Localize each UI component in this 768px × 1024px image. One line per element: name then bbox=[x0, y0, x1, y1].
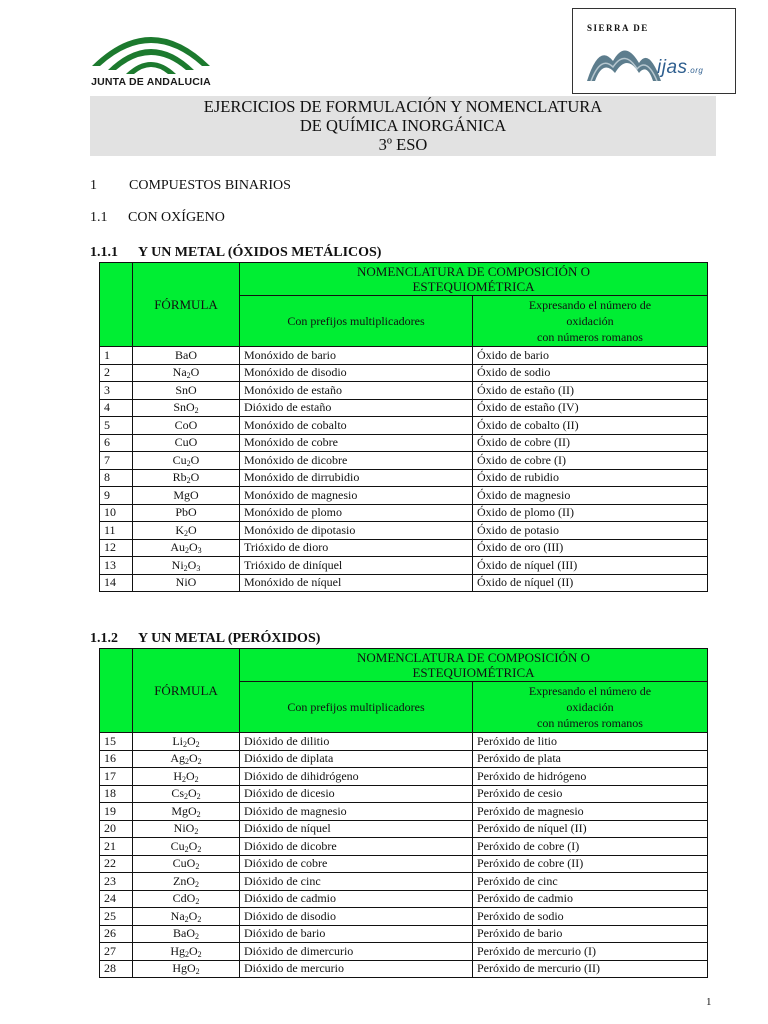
prefix-name-cell: Trióxido de dioro bbox=[240, 539, 473, 557]
subscript: 2 bbox=[197, 844, 202, 854]
table-row bbox=[100, 452, 708, 470]
oxidation-name-cell: Peróxido de cobre (I) bbox=[473, 838, 708, 856]
section-heading-1-1-1: 1.1.1 Y UN METAL (ÓXIDOS METÁLICOS) bbox=[90, 245, 382, 260]
formula-cell bbox=[133, 557, 240, 575]
table-row bbox=[100, 574, 708, 592]
oxidation-name-cell: Óxido de estaño (II) bbox=[473, 382, 708, 400]
element-symbol: Ag bbox=[170, 751, 185, 766]
element-symbol: O bbox=[186, 891, 196, 906]
title-line-2: DE QUÍMICA INORGÁNICA bbox=[299, 116, 507, 135]
prefix-name-cell: Dióxido de mercurio bbox=[240, 960, 473, 978]
prefix-name-cell: Monóxido de plomo bbox=[240, 504, 473, 522]
prefix-name-cell: Dióxido de estaño bbox=[240, 399, 473, 417]
element-symbol: Cd bbox=[172, 891, 187, 906]
subscript: 2 bbox=[194, 827, 199, 837]
mountain-m-icon bbox=[585, 33, 665, 85]
formula-cell bbox=[133, 925, 240, 943]
element-symbol: Rb bbox=[172, 470, 187, 485]
row-number: 27 bbox=[100, 943, 133, 961]
oxidation-name-cell: Óxido de bario bbox=[473, 347, 708, 365]
element-symbol: Cu bbox=[174, 435, 189, 450]
subscript: 2 bbox=[195, 862, 200, 872]
oxidation-name-cell: Óxido de plomo (II) bbox=[473, 504, 708, 522]
row-number: 3 bbox=[100, 382, 133, 400]
row-number: 18 bbox=[100, 785, 133, 803]
subscript: 2 bbox=[184, 914, 189, 924]
element-symbol: Pb bbox=[175, 505, 188, 520]
row-number: 10 bbox=[100, 504, 133, 522]
row-number: 13 bbox=[100, 557, 133, 575]
table-row bbox=[100, 364, 708, 382]
element-symbol: Mg bbox=[171, 803, 188, 818]
row-number: 19 bbox=[100, 803, 133, 821]
element-symbol: O bbox=[190, 365, 200, 380]
element-symbol: O bbox=[188, 838, 198, 853]
row-number: 22 bbox=[100, 855, 133, 873]
formula-cell bbox=[133, 539, 240, 557]
element-symbol: Cu bbox=[170, 838, 185, 853]
row-number: 2 bbox=[100, 364, 133, 382]
row-number: 16 bbox=[100, 750, 133, 768]
formula-cell bbox=[133, 855, 240, 873]
subscript: 2 bbox=[197, 757, 202, 767]
table-row bbox=[100, 768, 708, 786]
element-symbol: Hg bbox=[172, 961, 187, 976]
formula-cell bbox=[133, 469, 240, 487]
table-row bbox=[100, 855, 708, 873]
element-symbol: O bbox=[186, 400, 195, 415]
subscript: 2 bbox=[185, 949, 189, 959]
junta-logo-text: JUNTA DE ANDALUCIA bbox=[91, 76, 211, 88]
prefix-name-cell: Monóxido de cobre bbox=[240, 434, 473, 452]
prefixes-header: Con prefijos multiplicadores bbox=[240, 682, 473, 733]
formula-cell bbox=[133, 417, 240, 435]
formula-cell bbox=[133, 399, 240, 417]
element-symbol: Ni bbox=[175, 575, 188, 590]
formula-cell bbox=[133, 960, 240, 978]
row-number: 15 bbox=[100, 733, 133, 751]
row-number: 14 bbox=[100, 574, 133, 592]
formula-cell bbox=[133, 908, 240, 926]
formula-cell bbox=[133, 838, 240, 856]
formula-cell bbox=[133, 452, 240, 470]
prefix-name-cell: Monóxido de cobalto bbox=[240, 417, 473, 435]
row-number: 12 bbox=[100, 539, 133, 557]
table-row bbox=[100, 487, 708, 505]
element-symbol: Cu bbox=[172, 452, 187, 467]
prefix-name-cell: Dióxido de dihidrógeno bbox=[240, 768, 473, 786]
oxidation-name-cell: Óxido de rubidio bbox=[473, 469, 708, 487]
element-symbol: O bbox=[187, 557, 197, 572]
oxidation-name-cell: Óxido de potasio bbox=[473, 522, 708, 540]
row-number: 17 bbox=[100, 768, 133, 786]
row-number: 20 bbox=[100, 820, 133, 838]
formula-cell bbox=[133, 820, 240, 838]
table-row bbox=[100, 539, 708, 557]
title-line-1: EJERCICIOS DE FORMULACIÓN Y NOMENCLATURA bbox=[203, 97, 603, 116]
document-title bbox=[90, 96, 716, 156]
subscript: 2 bbox=[194, 406, 199, 416]
prefix-name-cell: Dióxido de disodio bbox=[240, 908, 473, 926]
subscript: 2 bbox=[186, 476, 191, 486]
element-symbol: Ba bbox=[172, 926, 187, 941]
oxidation-name-cell: Óxido de oro (III) bbox=[473, 539, 708, 557]
formula-cell bbox=[133, 382, 240, 400]
element-symbol: O bbox=[188, 382, 197, 397]
mijas-logo-text: ijas.org bbox=[657, 57, 704, 78]
oxidation-name-cell: Óxido de sodio bbox=[473, 364, 708, 382]
subscript: 2 bbox=[184, 792, 188, 802]
oxidation-name-cell: Peróxido de cesio bbox=[473, 785, 708, 803]
subscript: 2 bbox=[186, 371, 191, 381]
formula-header: FÓRMULA bbox=[133, 649, 240, 733]
subscript: 2 bbox=[195, 739, 200, 749]
prefix-name-cell: Dióxido de níquel bbox=[240, 820, 473, 838]
nomenclature-header: NOMENCLATURA DE COMPOSICIÓN O ESTEQUIOMÉTRICA bbox=[240, 263, 708, 296]
row-number: 4 bbox=[100, 399, 133, 417]
oxides-table bbox=[99, 262, 708, 592]
element-symbol: Cs bbox=[171, 786, 184, 801]
prefix-name-cell: Dióxido de cobre bbox=[240, 855, 473, 873]
subscript: 2 bbox=[184, 844, 189, 854]
element-symbol: Na bbox=[170, 908, 185, 923]
page-number: 1 bbox=[706, 996, 712, 1008]
element-symbol: O bbox=[186, 926, 195, 941]
formula-cell bbox=[133, 750, 240, 768]
row-number: 24 bbox=[100, 890, 133, 908]
oxidation-name-cell: Peróxido de cinc bbox=[473, 873, 708, 891]
element-symbol: Sn bbox=[175, 382, 188, 397]
oxidation-header: Expresando el número de oxidación con números romanos bbox=[473, 296, 708, 347]
prefix-name-cell: Monóxido de estaño bbox=[240, 382, 473, 400]
prefix-name-cell: Dióxido de magnesio bbox=[240, 803, 473, 821]
prefix-name-cell: Monóxido de dipotasio bbox=[240, 522, 473, 540]
element-symbol: Ba bbox=[174, 347, 189, 362]
oxidation-name-cell: Óxido de cobre (II) bbox=[473, 434, 708, 452]
formula-cell bbox=[133, 522, 240, 540]
element-symbol: O bbox=[187, 733, 196, 748]
element-symbol: O bbox=[189, 943, 198, 958]
element-symbol: O bbox=[187, 961, 196, 976]
prefix-name-cell: Dióxido de dimercurio bbox=[240, 943, 473, 961]
element-symbol: O bbox=[186, 856, 196, 871]
prefix-name-cell: Monóxido de níquel bbox=[240, 574, 473, 592]
formula-cell bbox=[133, 943, 240, 961]
element-symbol: O bbox=[190, 452, 200, 467]
formula-cell bbox=[133, 785, 240, 803]
formula-cell bbox=[133, 504, 240, 522]
table-row bbox=[100, 347, 708, 365]
table-row bbox=[100, 890, 708, 908]
element-symbol: Zn bbox=[172, 873, 187, 888]
subscript: 2 bbox=[184, 528, 188, 538]
table-row bbox=[100, 785, 708, 803]
prefix-name-cell: Dióxido de cinc bbox=[240, 873, 473, 891]
table-row bbox=[100, 434, 708, 452]
subscript: 2 bbox=[196, 809, 201, 819]
subscript: 2 bbox=[185, 757, 189, 767]
oxidation-name-cell: Óxido de cobre (I) bbox=[473, 452, 708, 470]
element-symbol: Ni bbox=[173, 821, 186, 836]
peroxides-table-body bbox=[100, 733, 708, 978]
subscript: 2 bbox=[196, 792, 201, 802]
subscript: 2 bbox=[186, 458, 191, 468]
row-number: 1 bbox=[100, 347, 133, 365]
table-row bbox=[100, 803, 708, 821]
element-symbol: Na bbox=[172, 365, 187, 380]
subscript: 2 bbox=[195, 897, 200, 907]
formula-cell bbox=[133, 768, 240, 786]
oxidation-name-cell: Peróxido de níquel (II) bbox=[473, 820, 708, 838]
formula-cell bbox=[133, 487, 240, 505]
oxidation-name-cell: Peróxido de magnesio bbox=[473, 803, 708, 821]
prefix-name-cell: Monóxido de bario bbox=[240, 347, 473, 365]
prefix-name-cell: Monóxido de dicobre bbox=[240, 452, 473, 470]
formula-cell bbox=[133, 803, 240, 821]
subscript: 2 bbox=[195, 967, 200, 977]
element-symbol: H bbox=[173, 768, 182, 783]
oxidation-name-cell: Peróxido de bario bbox=[473, 925, 708, 943]
prefix-name-cell: Dióxido de dicesio bbox=[240, 785, 473, 803]
subscript: 2 bbox=[182, 774, 186, 784]
subscript: 2 bbox=[183, 739, 187, 749]
prefix-name-cell: Dióxido de cadmio bbox=[240, 890, 473, 908]
element-symbol: Sn bbox=[173, 400, 186, 415]
oxidation-header: Expresando el número de oxidación con números romanos bbox=[473, 682, 708, 733]
prefix-name-cell: Monóxido de disodio bbox=[240, 364, 473, 382]
oxidation-name-cell: Óxido de cobalto (II) bbox=[473, 417, 708, 435]
sierra-mijas-logo bbox=[572, 8, 736, 94]
number-header bbox=[100, 263, 133, 347]
prefixes-header: Con prefijos multiplicadores bbox=[240, 296, 473, 347]
row-number: 23 bbox=[100, 873, 133, 891]
oxidation-name-cell: Peróxido de plata bbox=[473, 750, 708, 768]
table-row bbox=[100, 908, 708, 926]
row-number: 25 bbox=[100, 908, 133, 926]
oxidation-name-cell: Óxido de níquel (II) bbox=[473, 574, 708, 592]
oxidation-name-cell: Óxido de magnesio bbox=[473, 487, 708, 505]
element-symbol: O bbox=[190, 487, 199, 502]
element-symbol: O bbox=[190, 470, 200, 485]
table-row bbox=[100, 943, 708, 961]
subscript: 3 bbox=[197, 546, 202, 556]
row-number: 8 bbox=[100, 469, 133, 487]
title-line-3: 3º ESO bbox=[378, 135, 428, 154]
element-symbol: Co bbox=[174, 417, 189, 432]
table-row bbox=[100, 960, 708, 978]
element-symbol: O bbox=[188, 435, 198, 450]
formula-cell bbox=[133, 873, 240, 891]
row-number: 6 bbox=[100, 434, 133, 452]
oxidation-name-cell: Óxido de níquel (III) bbox=[473, 557, 708, 575]
element-symbol: O bbox=[185, 821, 195, 836]
subscript: 2 bbox=[195, 879, 199, 889]
formula-cell bbox=[133, 574, 240, 592]
table-row bbox=[100, 382, 708, 400]
subscript: 2 bbox=[195, 932, 199, 942]
junta-arc-emblem-icon bbox=[86, 14, 216, 76]
subscript: 2 bbox=[183, 563, 188, 573]
prefix-name-cell: Dióxido de dilitio bbox=[240, 733, 473, 751]
element-symbol: Cu bbox=[172, 856, 187, 871]
element-symbol: K bbox=[175, 522, 184, 537]
table-row bbox=[100, 504, 708, 522]
row-number: 5 bbox=[100, 417, 133, 435]
row-number: 28 bbox=[100, 960, 133, 978]
row-number: 21 bbox=[100, 838, 133, 856]
subscript: 3 bbox=[196, 563, 201, 573]
element-symbol: O bbox=[188, 347, 197, 362]
oxidation-name-cell: Peróxido de mercurio (I) bbox=[473, 943, 708, 961]
element-symbol: O bbox=[188, 803, 197, 818]
oxidation-name-cell: Óxido de estaño (IV) bbox=[473, 399, 708, 417]
section-heading-1-1-2: 1.1.2 Y UN METAL (PERÓXIDOS) bbox=[90, 631, 321, 646]
subscript: 2 bbox=[185, 546, 189, 556]
element-symbol: O bbox=[188, 786, 197, 801]
element-symbol: Ni bbox=[171, 557, 184, 572]
subscript: 2 bbox=[194, 774, 199, 784]
sierra-logo-top-text: SIERRA DE bbox=[587, 23, 649, 33]
junta-andalucia-logo bbox=[86, 14, 216, 90]
table-row bbox=[100, 469, 708, 487]
formula-cell bbox=[133, 364, 240, 382]
element-symbol: O bbox=[189, 540, 198, 555]
section-heading-1-1: 1.1 CON OXÍGENO bbox=[90, 210, 225, 225]
subscript: 2 bbox=[197, 949, 202, 959]
formula-cell bbox=[133, 890, 240, 908]
table-row bbox=[100, 820, 708, 838]
table-row bbox=[100, 557, 708, 575]
oxidation-name-cell: Peróxido de litio bbox=[473, 733, 708, 751]
element-symbol: O bbox=[189, 751, 198, 766]
table-row bbox=[100, 925, 708, 943]
formula-cell bbox=[133, 434, 240, 452]
table-row bbox=[100, 733, 708, 751]
oxidation-name-cell: Peróxido de cobre (II) bbox=[473, 855, 708, 873]
formula-cell bbox=[133, 733, 240, 751]
element-symbol: Hg bbox=[170, 943, 185, 958]
prefix-name-cell: Dióxido de diplata bbox=[240, 750, 473, 768]
oxidation-name-cell: Peróxido de sodio bbox=[473, 908, 708, 926]
table-row bbox=[100, 750, 708, 768]
formula-header: FÓRMULA bbox=[133, 263, 240, 347]
oxides-table-body bbox=[100, 347, 708, 592]
row-number: 11 bbox=[100, 522, 133, 540]
table-row bbox=[100, 873, 708, 891]
number-header bbox=[100, 649, 133, 733]
prefix-name-cell: Monóxido de dirrubidio bbox=[240, 469, 473, 487]
element-symbol: Mg bbox=[173, 487, 190, 502]
prefix-name-cell: Trióxido de diníquel bbox=[240, 557, 473, 575]
row-number: 9 bbox=[100, 487, 133, 505]
table-row bbox=[100, 399, 708, 417]
subscript: 2 bbox=[197, 914, 202, 924]
element-symbol: O bbox=[186, 768, 195, 783]
element-symbol: O bbox=[188, 417, 198, 432]
oxidation-name-cell: Peróxido de hidrógeno bbox=[473, 768, 708, 786]
element-symbol: O bbox=[188, 522, 197, 537]
prefix-name-cell: Dióxido de dicobre bbox=[240, 838, 473, 856]
section-heading-1: 1 COMPUESTOS BINARIOS bbox=[90, 178, 291, 193]
element-symbol: O bbox=[186, 873, 195, 888]
nomenclature-header: NOMENCLATURA DE COMPOSICIÓN O ESTEQUIOMÉTRICA bbox=[240, 649, 708, 682]
table-row bbox=[100, 417, 708, 435]
peroxides-table bbox=[99, 648, 708, 978]
formula-cell bbox=[133, 347, 240, 365]
element-symbol: O bbox=[187, 575, 197, 590]
oxidation-name-cell: Peróxido de cadmio bbox=[473, 890, 708, 908]
table-row bbox=[100, 838, 708, 856]
oxidation-name-cell: Peróxido de mercurio (II) bbox=[473, 960, 708, 978]
element-symbol: Au bbox=[170, 540, 185, 555]
row-number: 7 bbox=[100, 452, 133, 470]
row-number: 26 bbox=[100, 925, 133, 943]
element-symbol: Li bbox=[172, 733, 183, 748]
table-row bbox=[100, 522, 708, 540]
element-symbol: O bbox=[188, 908, 198, 923]
prefix-name-cell: Monóxido de magnesio bbox=[240, 487, 473, 505]
prefix-name-cell: Dióxido de bario bbox=[240, 925, 473, 943]
element-symbol: O bbox=[188, 505, 197, 520]
